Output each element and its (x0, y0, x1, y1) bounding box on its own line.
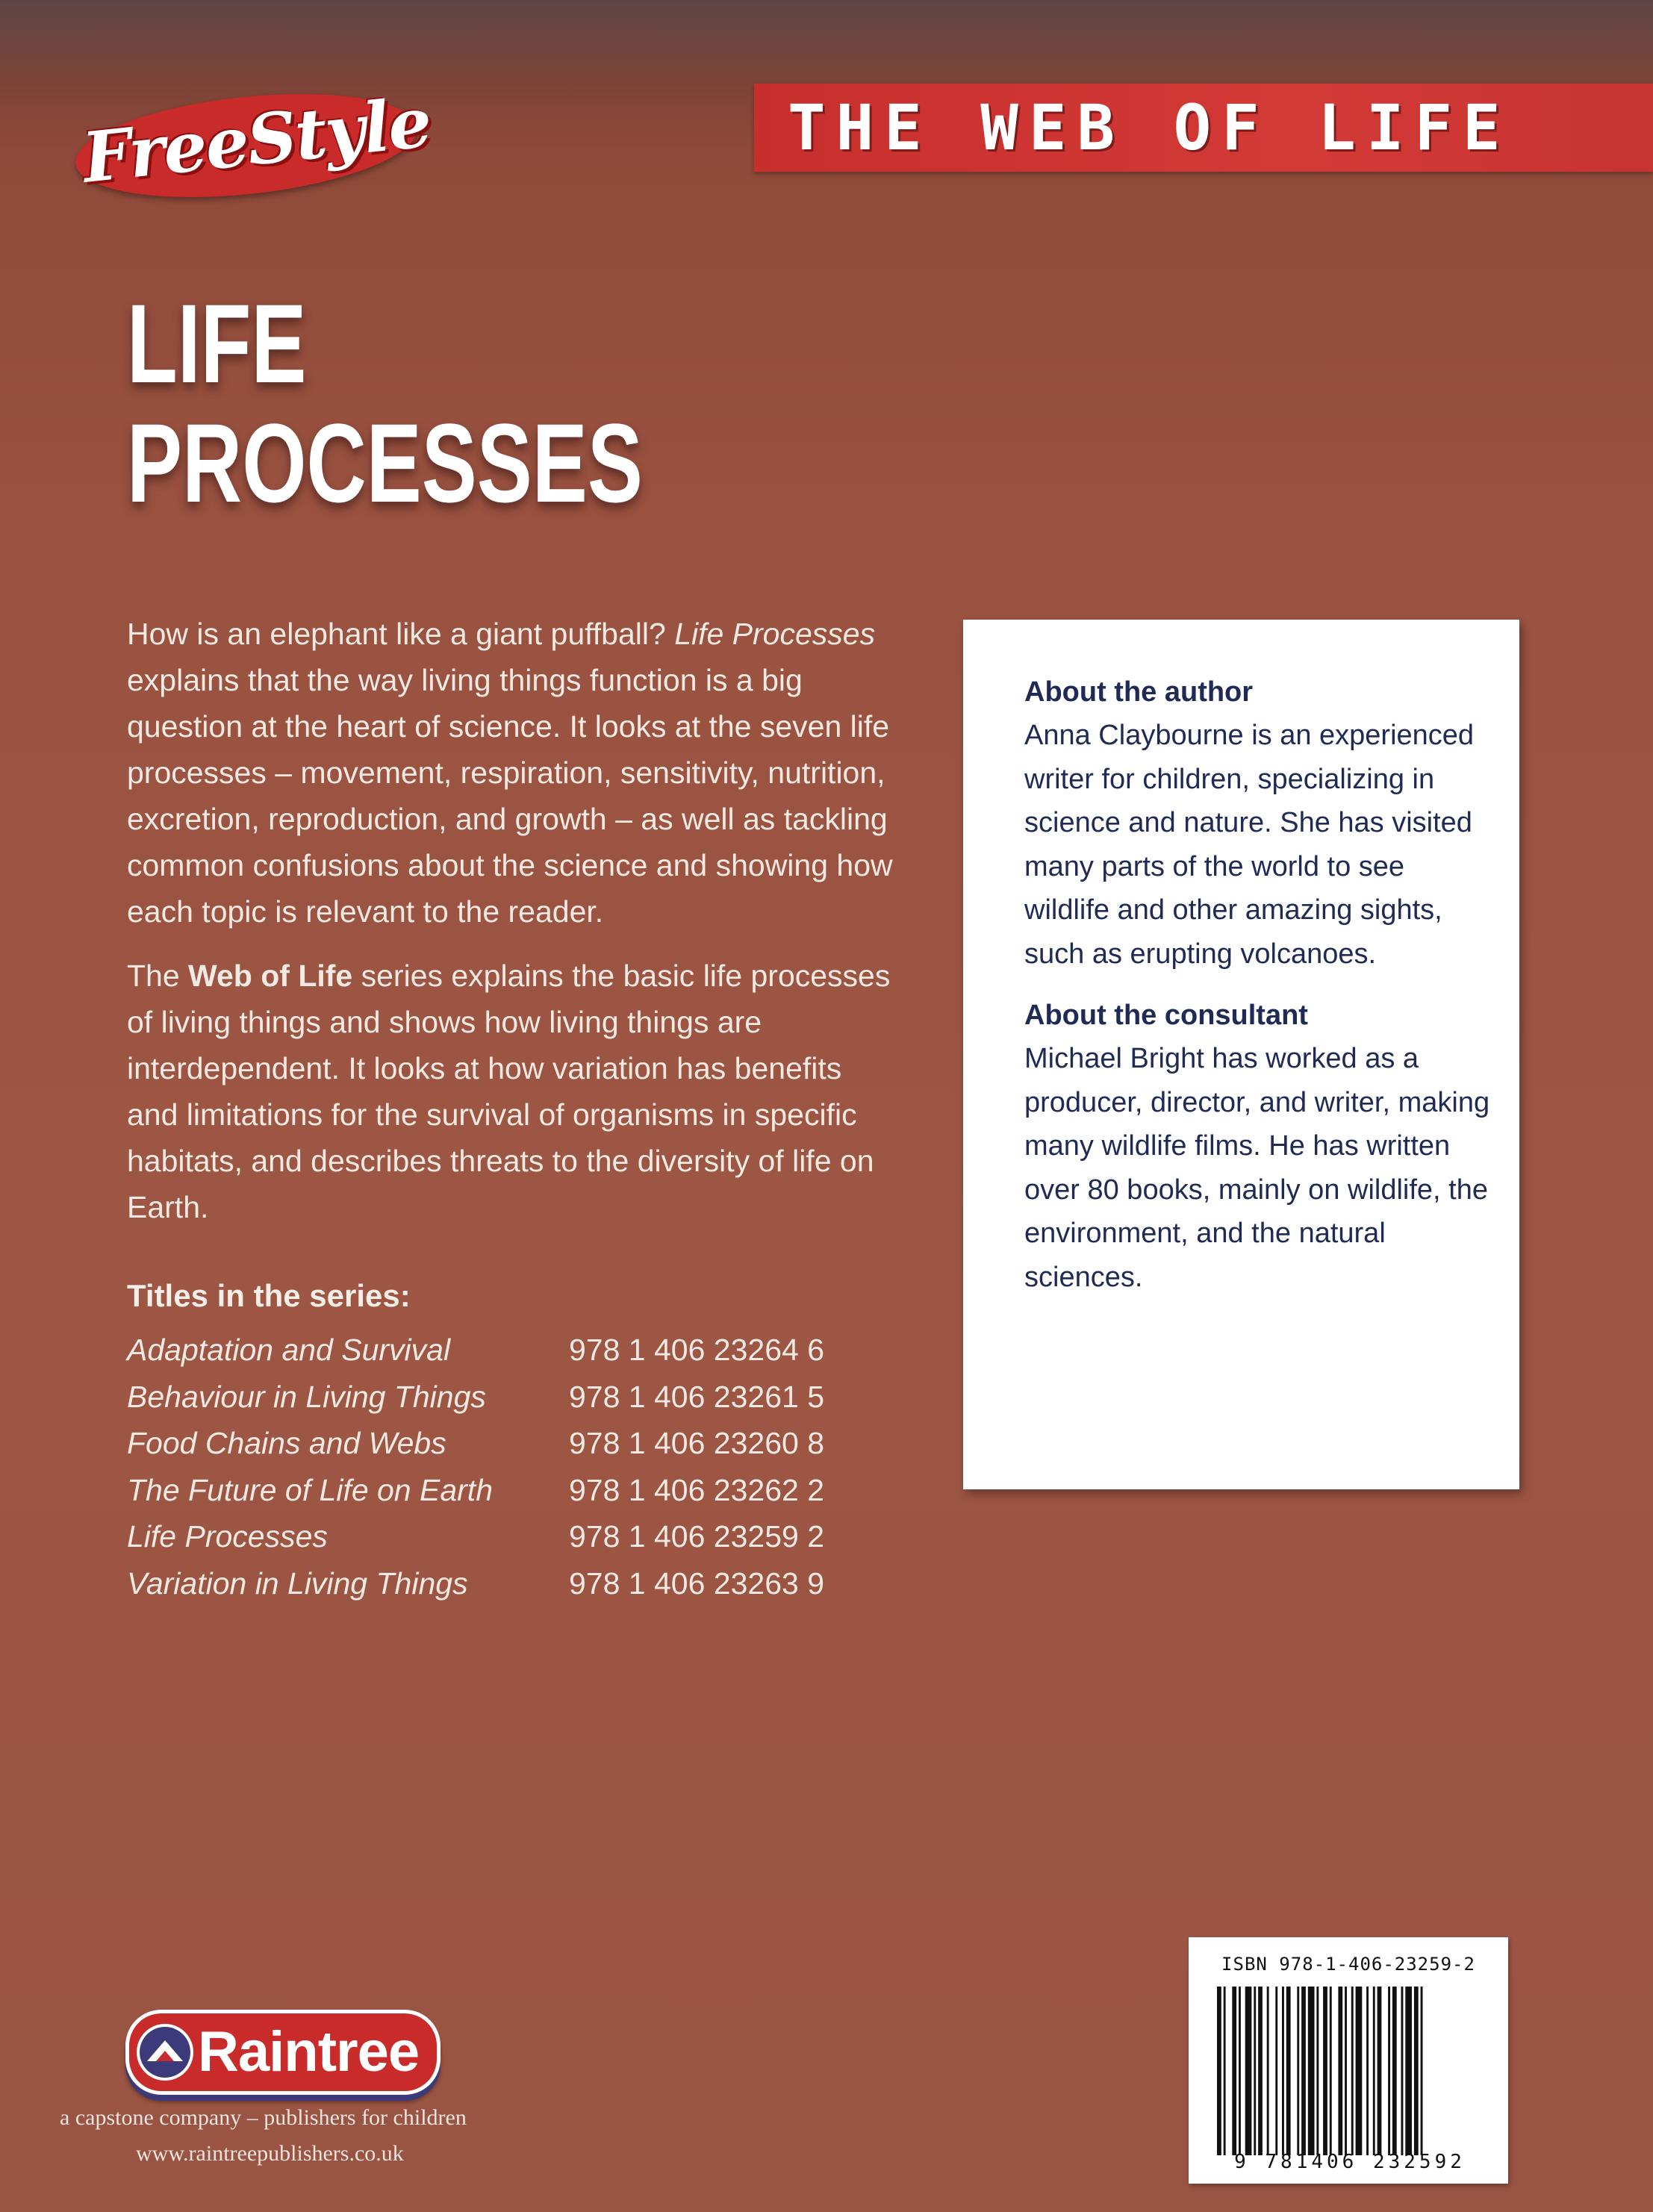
blurb-p1-text-a: How is an elephant like a giant puffball? (127, 617, 675, 651)
freestyle-logo-text: FreeStyle (78, 81, 435, 199)
barcode-bar (1254, 1987, 1256, 2155)
barcode-bar (1392, 1987, 1397, 2155)
barcode-bar (1239, 1987, 1241, 2155)
series-item-title: The Future of Life on Earth (127, 1472, 493, 1507)
barcode-box (1189, 1937, 1508, 2184)
barcode-bar (1301, 1987, 1306, 2155)
barcode-bar (1388, 1987, 1390, 2155)
about-author-heading: About the author (1024, 676, 1254, 708)
barcode-bar (1356, 1987, 1363, 2155)
series-item-isbn: 978 1 406 23263 9 (569, 1565, 824, 1601)
barcode-bar (1258, 1987, 1263, 2155)
barcode-bar (1282, 1987, 1284, 2155)
barcode-bar (1323, 1987, 1327, 2155)
book-title-line2: PROCESSES (127, 400, 643, 526)
isbn-label: ISBN 978-1-406-23259-2 (1221, 1954, 1475, 1975)
raintree-emblem-icon (137, 2024, 193, 2081)
series-list-item (127, 1566, 874, 1613)
series-item-title: Food Chains and Webs (127, 1426, 446, 1461)
barcode-bar (1414, 1987, 1419, 2155)
barcode-bar (1401, 1987, 1404, 2155)
barcode-bar (1421, 1987, 1423, 2155)
series-list (127, 1333, 874, 1613)
barcode-bar (1351, 1987, 1354, 2155)
barcode-bar (1316, 1987, 1319, 2155)
blurb-p2-series-name: Web of Life (188, 959, 353, 993)
series-list-item (127, 1426, 874, 1473)
barcode-digits: 9 781406 232592 (1234, 2151, 1466, 2173)
blurb-p1-text-b: explains that the way living things function is a big question at the heart of science. It looks at the seven life processes – movement, respiration, sensitivity, nutrition, excretion, reproduction, and growth – as well as tackling common confusions about the science and showing how each topic is relevant to the reader. (127, 663, 893, 929)
barcode-bar (1338, 1987, 1342, 2155)
barcode-bar (1217, 1987, 1221, 2155)
about-consultant-text: Michael Bright has worked as a producer, director, and writer, making many wildlife films. He has written over 80 books, mainly on wildlife, the environment, and the natural sciences. (1024, 1043, 1490, 1293)
series-item-isbn: 978 1 406 23264 6 (569, 1333, 824, 1367)
series-item-isbn: 978 1 406 23261 5 (569, 1379, 824, 1414)
series-banner (754, 84, 1653, 172)
raintree-logo (125, 2010, 439, 2098)
series-list-item (127, 1380, 874, 1427)
barcode-bar (1297, 1987, 1299, 2155)
series-list-item (127, 1473, 874, 1520)
barcode-bar (1286, 1987, 1291, 2155)
barcode-bar (1267, 1987, 1269, 2155)
series-list-item (127, 1519, 874, 1566)
blurb-paragraph-1 (127, 611, 896, 935)
series-item-title: Life Processes (127, 1519, 328, 1554)
book-title (127, 281, 643, 526)
barcode-bar (1275, 1987, 1277, 2155)
about-box (963, 620, 1519, 1489)
series-list-heading: Titles in the series: (127, 1278, 411, 1313)
barcode-bar (1405, 1987, 1412, 2155)
freestyle-logo (67, 78, 435, 213)
barcode-bar (1378, 1987, 1382, 2155)
publisher-tagline: a capstone company – publishers for children (60, 2105, 467, 2130)
series-list-item (127, 1333, 874, 1380)
blurb-p2-text-c: series explains the basic life processes of living things and shows how living things are interdependent. It looks at how variation has benefits and limitations for the survival of organisms in specific habitats, and describes threats to the diversity of life on Earth. (127, 959, 891, 1224)
series-item-isbn: 978 1 406 23260 8 (569, 1426, 824, 1461)
barcode-bar (1345, 1987, 1347, 2155)
barcode-bar (1330, 1987, 1332, 2155)
blurb-p2-text-a: The (127, 959, 189, 993)
barcode-bar (1224, 1987, 1226, 2155)
barcode-bar (1366, 1987, 1369, 2155)
book-title-line1: LIFE (127, 281, 307, 406)
about-consultant-heading: About the consultant (1024, 1000, 1308, 1031)
series-item-title: Variation in Living Things (127, 1565, 468, 1601)
series-item-title: Adaptation and Survival (127, 1333, 451, 1367)
series-item-isbn: 978 1 406 23262 2 (569, 1472, 824, 1507)
barcode-bar (1232, 1987, 1236, 2155)
blurb-p1-book-title: Life Processes (674, 617, 876, 651)
publisher-url: www.raintreepublishers.co.uk (136, 2141, 404, 2166)
series-item-isbn: 978 1 406 23259 2 (569, 1519, 824, 1554)
about-author-text: Anna Claybourne is an experienced writer for children, specializing in science and nature. She has visited many parts of the world to see wildlife and other amazing sights, such as erupting volcanoes. (1024, 720, 1475, 970)
raintree-logo-text: Raintree (198, 2020, 420, 2084)
about-content (1024, 670, 1495, 1299)
series-title: THE WEB OF LIFE (788, 91, 1511, 164)
barcode-bar (1373, 1987, 1375, 2155)
barcode-bar (1308, 1987, 1315, 2155)
series-item-title: Behaviour in Living Things (127, 1379, 486, 1414)
barcode-bars (1217, 1987, 1478, 2155)
raintree-logo-pill (125, 2010, 441, 2095)
barcode-bar (1245, 1987, 1252, 2155)
blurb-paragraph-2 (127, 953, 896, 1230)
